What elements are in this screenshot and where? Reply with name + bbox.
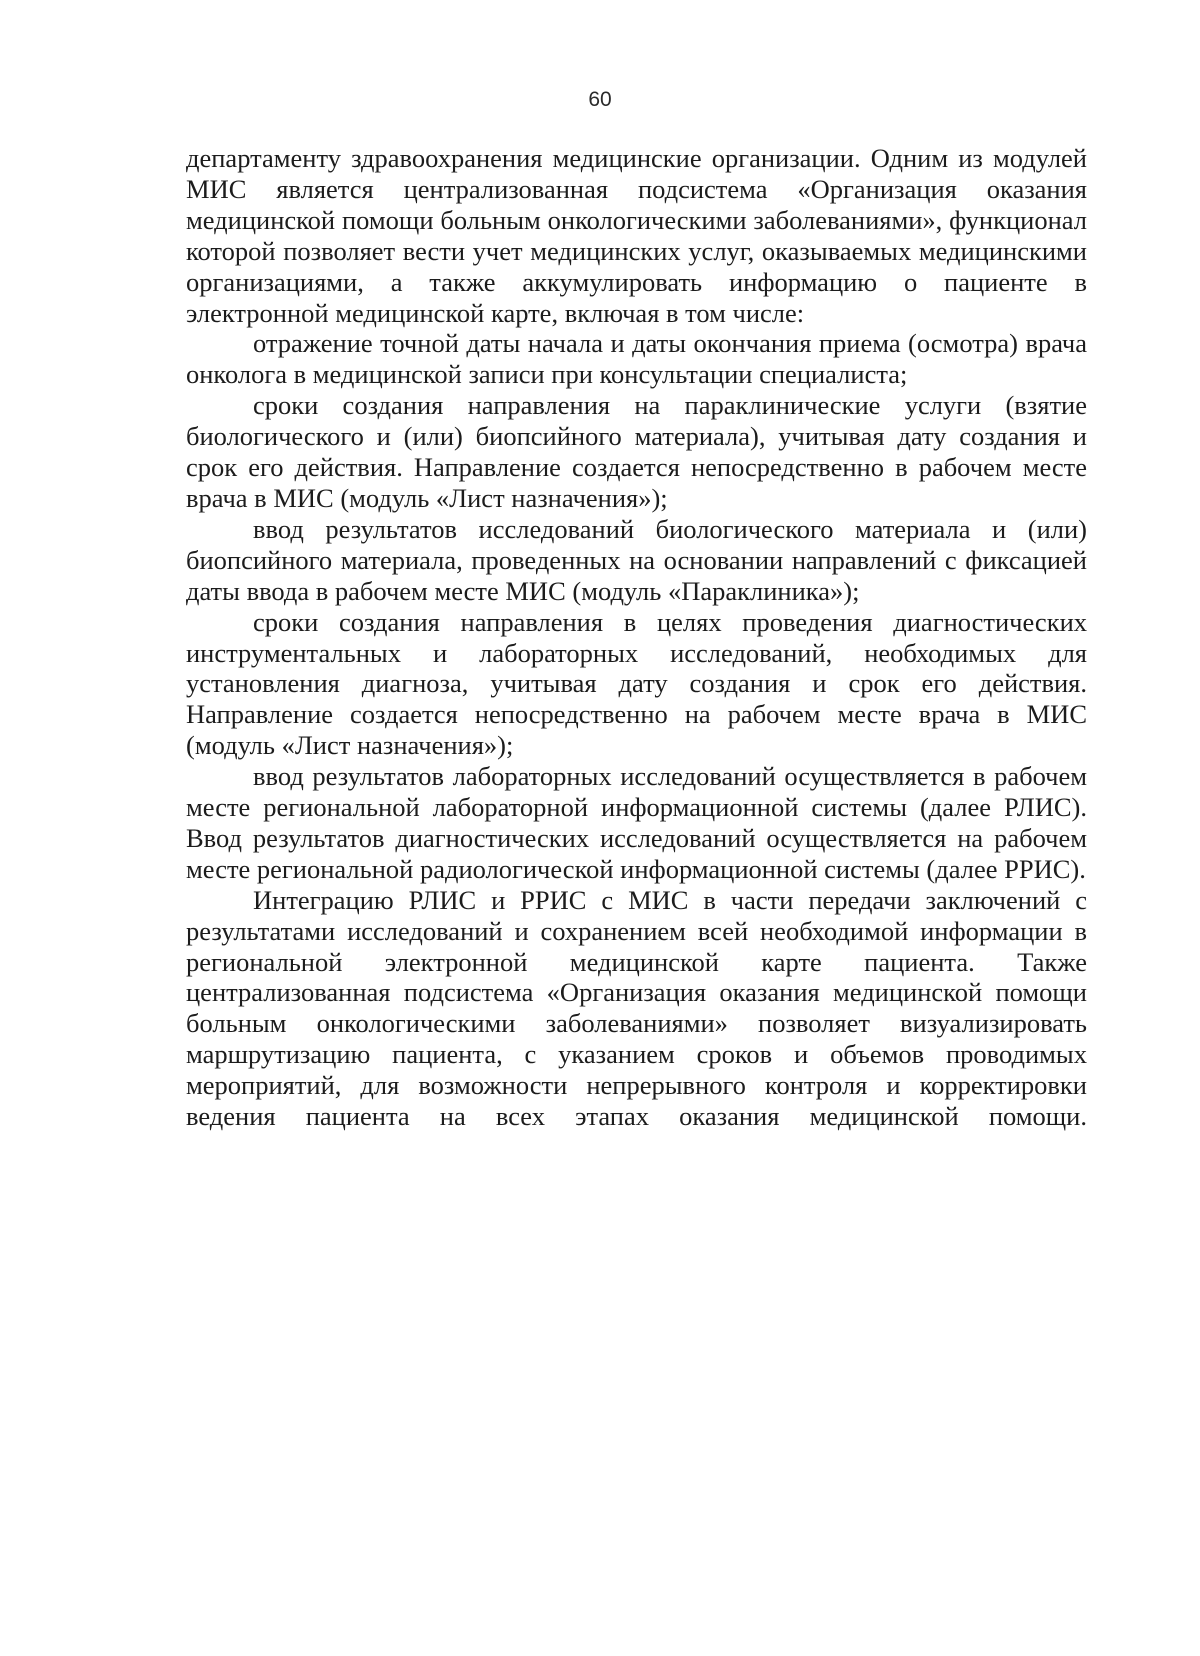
paragraph-visit-dates: отражение точной даты начала и даты окончания приема (осмотра) врача онколога в медицинской записи при консультации специалиста; — [186, 328, 1087, 390]
paragraph-diagnostic-referral: сроки создания направления в целях проведения диагностических инструментальных и лабораторных исследований, необходимых для установления диагноза, учитывая дату создания и срок его действия. Направление создается непосредственно на рабочем месте врача в МИС (модуль «Лист назначения»); — [186, 606, 1087, 761]
paragraph-integration: Интеграцию РЛИС и РРИС с МИС в части передачи заключений с результатами исследований и сохранением всей необходимой информации в региональной электронной медицинской карте пациента. Также централизованная подсистема «Организация оказания медицинской помощи больным онкологическими заболеваниями» позволяет визуализировать маршрутизацию пациента, с указанием сроков и объемов проводимых мероприятий, для возможности непрерывного контроля и корректировки ведения пациента на всех этапах оказания медицинской помощи. — [186, 884, 1087, 1132]
document-body — [186, 143, 1087, 1132]
paragraph-biopsy-results: ввод результатов исследований биологического материала и (или) биопсийного материала, проведенных на основании направлений с фиксацией даты ввода в рабочем месте МИС (модуль «Параклиника»); — [186, 513, 1087, 606]
page-number: 60 — [588, 88, 612, 111]
paragraph-continuation: департаменту здравоохранения медицинские организации. Одним из модулей МИС является централизованная подсистема «Организация оказания медицинской помощи больным онкологическими заболеваниями», функционал которой позволяет вести учет медицинских услуг, оказываемых медицинскими организациями, а также аккумулировать информацию о пациенте в электронной медицинской карте, включая в том числе: — [186, 143, 1087, 328]
paragraph-lab-results: ввод результатов лабораторных исследований осуществляется в рабочем месте региональной лабораторной информационной системы (далее РЛИС). Ввод результатов диагностических исследований осуществляется на рабочем месте региональной радиологической информационной системы (далее РРИС). — [186, 761, 1087, 884]
paragraph-paraclinical-referral: сроки создания направления на параклинические услуги (взятие биологического и (или) биопсийного материала), учитывая дату создания и срок его действия. Направление создается непосредственно в рабочем месте врача в МИС (модуль «Лист назначения»); — [186, 390, 1087, 513]
